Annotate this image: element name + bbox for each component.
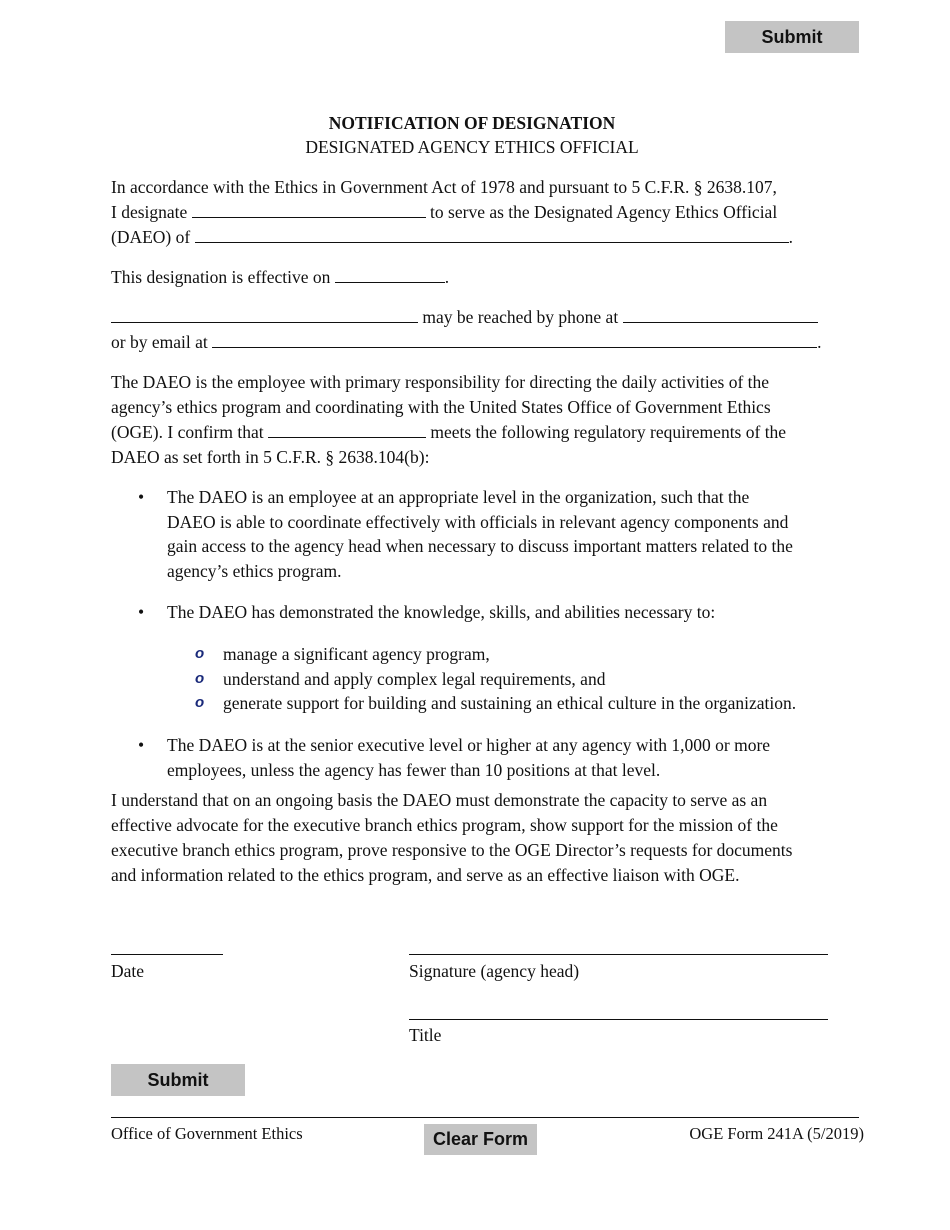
bullet1-line4: agency’s ethics program. [167, 561, 342, 582]
para3-line1: I understand that on an ongoing basis the DAEO must demonstrate the capacity to serve as an [111, 790, 768, 810]
circle-bullet-icon: o [195, 645, 205, 662]
para2-line2: agency’s ethics program and coordinating with the United States Office of Government Ethics [111, 397, 771, 417]
para1-agency-label: (DAEO) of [111, 227, 191, 247]
list-item [195, 691, 796, 716]
title-label: Title [409, 1025, 442, 1045]
para3-line3: executive branch ethics program, prove responsive to the OGE Director’s requests for documents [111, 840, 793, 860]
footer-agency: Office of Government Ethics [111, 1124, 303, 1143]
sub-item-2: understand and apply complex legal requirements, and [223, 668, 606, 689]
para1-designate-label: I designate [111, 202, 188, 222]
list-item [138, 733, 838, 782]
sub-item-1: manage a significant agency program, [223, 644, 490, 664]
title-field[interactable] [409, 1019, 828, 1020]
para2-line4: DAEO as set forth in 5 C.F.R. § 2638.104(b): [111, 447, 430, 467]
effective-date-field[interactable] [335, 267, 445, 283]
requirement-list-3 [138, 733, 838, 782]
signature-field[interactable] [409, 954, 828, 955]
form-subtitle: DESIGNATED AGENCY ETHICS OFFICIAL [305, 137, 639, 157]
sub-requirement-list [195, 642, 796, 716]
agency-name-field[interactable] [195, 227, 789, 243]
bullet-icon: • [138, 487, 145, 507]
clear-form-button[interactable]: Clear Form [424, 1124, 537, 1155]
para1-line2 [111, 200, 840, 225]
bullet1-line3: gain access to the agency head when necessary to discuss important matters related to the [167, 536, 793, 557]
sub-item-3: generate support for building and sustaining an ethical culture in the organization. [223, 693, 797, 714]
bullet-icon: • [138, 735, 145, 755]
para1-line3: (DAEO) of . [111, 227, 793, 247]
email-field[interactable] [212, 332, 817, 348]
bullet2-text: The DAEO has demonstrated the knowledge, skills, and abilities necessary to: [167, 602, 716, 622]
date-field[interactable] [111, 954, 223, 955]
effective-line: This designation is effective on . [111, 267, 450, 287]
requirement-list-1 [138, 485, 838, 584]
bullet3-line2: employees, unless the agency has fewer than 10 positions at that level. [167, 759, 661, 780]
designee-name-field[interactable] [192, 202, 426, 218]
para2-line3 [111, 420, 840, 445]
contact-line2: or by email at . [111, 332, 822, 352]
submit-button-top[interactable]: Submit [725, 21, 859, 53]
signature-label: Signature (agency head) [409, 961, 580, 981]
para2-line1: The DAEO is the employee with primary responsibility for directing the daily activities of the [111, 372, 770, 392]
submit-button-bottom[interactable]: Submit [111, 1064, 245, 1096]
circle-bullet-icon: o [195, 669, 205, 687]
para3-line4: and information related to the ethics program, and serve as an effective liaison with OGE. [111, 865, 740, 885]
list-item [195, 667, 796, 692]
list-item [195, 642, 796, 667]
bullet1-line1: The DAEO is an employee at an appropriate level in the organization, such that the [167, 487, 750, 507]
phone-field[interactable] [623, 307, 818, 323]
para3-line2: effective advocate for the executive branch ethics program, show support for the mission of the [111, 815, 778, 835]
daeo-name-field[interactable] [111, 307, 418, 323]
email-label: or by email at [111, 332, 208, 352]
circle-bullet-icon: o [195, 694, 205, 712]
form-title: NOTIFICATION OF DESIGNATION [328, 113, 616, 133]
confirm-name-field[interactable] [268, 422, 426, 438]
bullet-icon: • [138, 602, 145, 622]
list-item [138, 485, 838, 584]
phone-label: may be reached by phone at [422, 307, 619, 327]
para1-line1: In accordance with the Ethics in Government Act of 1978 and pursuant to 5 C.F.R. § 2638.107, [111, 177, 777, 197]
para2-confirm-label: (OGE). I confirm that [111, 422, 264, 442]
footer-form-number: OGE Form 241A (5/2019) [689, 1124, 864, 1143]
effective-label: This designation is effective on [111, 267, 331, 287]
date-label: Date [111, 961, 145, 981]
contact-line1 [111, 305, 840, 330]
list-item [138, 600, 838, 625]
requirement-list-2 [138, 600, 838, 625]
bullet3-line1: The DAEO is at the senior executive level or higher at any agency with 1,000 or more [167, 735, 771, 755]
bullet1-line2: DAEO is able to coordinate effectively with officials in relevant agency components and [167, 511, 789, 532]
para2-meets-text: meets the following regulatory requirements of the [430, 422, 787, 442]
footer-divider [111, 1117, 859, 1118]
para1-serve-text: to serve as the Designated Agency Ethics Official [430, 202, 778, 222]
